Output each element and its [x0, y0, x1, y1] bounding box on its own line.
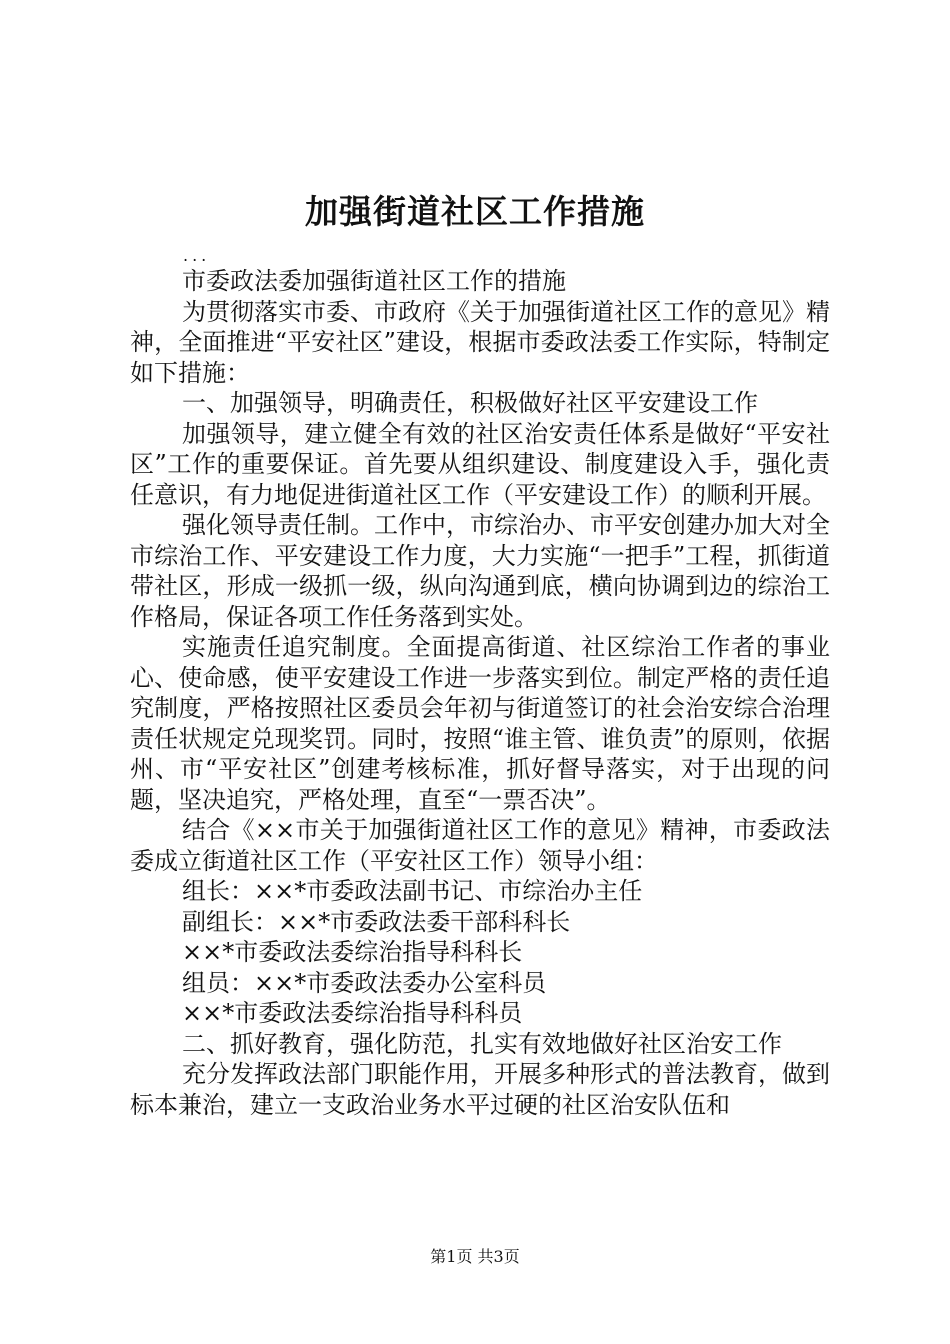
group-member-line: 组长：××*市委政法副书记、市综治办主任 — [182, 877, 643, 905]
subtitle-paragraph: 市委政法委加强街道社区工作的措施 — [182, 267, 566, 295]
page-footer: 第1页 共3页 — [430, 1247, 520, 1266]
group-member-line: ××*市委政法委综治指导科科长 — [182, 938, 523, 966]
ellipsis-mark: ... — [183, 246, 211, 265]
document-body — [130, 266, 830, 1120]
document-title: 加强街道社区工作措施 — [305, 192, 645, 231]
group-member-line: 组员：××*市委政法委办公室科员 — [182, 968, 547, 997]
group-member-line: ××*市委政法委综治指导科科员 — [182, 999, 523, 1027]
intro-paragraph: 为贯彻落实市委、市政府《关于加强街道社区工作的意见》精神，全面推进“平安社区”建设，根据市委政法委工作实际，特制定如下措施： — [130, 297, 830, 387]
section-heading-2: 二、抓好教育，强化防范，扎实有效地做好社区治安工作 — [182, 1029, 782, 1058]
section-heading-1: 一、加强领导，明确责任，积极做好社区平安建设工作 — [182, 389, 758, 417]
group-member-line: 副组长：××*市委政法委干部科科长 — [182, 907, 571, 936]
body-paragraph: 充分发挥政法部门职能作用，开展多种形式的普法教育，做到标本兼治，建立一支政治业务水平过硬的社区治安队伍和 — [130, 1060, 830, 1119]
body-paragraph: 加强领导，建立健全有效的社区治安责任体系是做好“平安社区”工作的重要保证。首先要从组织建设、制度建设入手，强化责任意识，有力地促进街道社区工作（平安建设工作）的顺利开展。 — [130, 419, 830, 509]
body-paragraph: 强化领导责任制。工作中，市综治办、市平安创建办加大对全市综治工作、平安建设工作力度，大力实施“一把手”工程，抓街道带社区，形成一级抓一级，纵向沟通到底，横向协调到边的综治工作格局，保证各项工作任务落到实处。 — [130, 511, 830, 631]
body-paragraph: 实施责任追究制度。全面提高街道、社区综治工作者的事业心、使命感，使平安建设工作进一步落实到位。制定严格的责任追究制度，严格按照社区委员会年初与街道签订的社会治安综合治理责任状规定兑现奖罚。同时，按照“谁主管、谁负责”的原则，依据州、市“平安社区”创建考核标准，抓好督导落实，对于出现的问题，坚决追究，严格处理，直至“一票否决”。 — [130, 633, 830, 814]
body-paragraph: 结合《××市关于加强街道社区工作的意见》精神，市委政法委成立街道社区工作（平安社区工作）领导小组： — [130, 816, 830, 875]
